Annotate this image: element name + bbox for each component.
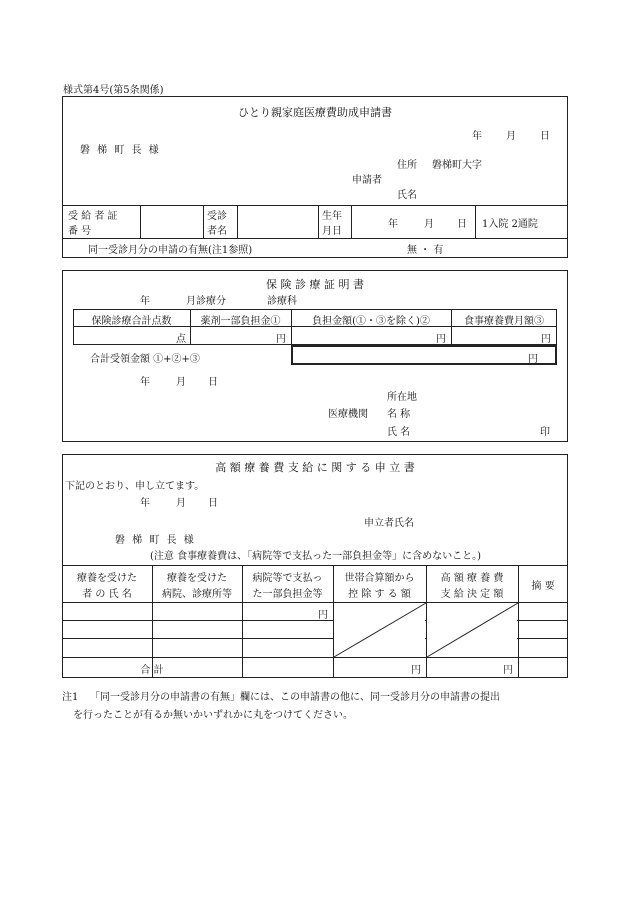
header-patient-name: 療養を受けた xyxy=(77,573,137,584)
high-cost-date-day: 日 xyxy=(208,498,218,509)
yen-unit: 円 xyxy=(436,334,446,345)
application-title: ひとり親家庭医療費助成申請書 xyxy=(238,106,392,119)
birth-date-label: 月日 xyxy=(322,226,342,237)
location-label: 所在地 xyxy=(387,392,417,403)
certificate-date-month: 月 xyxy=(176,377,186,388)
certificate-period-year: 年 xyxy=(140,296,150,307)
header-household-deduction: 世帯合算額から xyxy=(344,573,415,584)
total-yen-unit: 円 xyxy=(411,665,421,676)
certificate-title: 保 険 診 療 証 明 書 xyxy=(266,278,364,291)
institution-name-label: 名 称 xyxy=(387,409,411,420)
institution-label: 医療機関 xyxy=(328,409,368,420)
birth-date-label: 生年 xyxy=(322,211,342,222)
form-number: 様式第4号(第5条関係) xyxy=(63,85,164,96)
footnote-text: 「同一受診月分の申請書の有無」欄には、この申請書の他に、同一受診月分の申請書の提出 xyxy=(90,692,500,703)
header-drug-copay: 薬剤一部負担金① xyxy=(200,316,281,327)
row-yen-unit: 円 xyxy=(318,610,328,621)
seal-mark: 印 xyxy=(540,427,550,438)
yen-unit: 円 xyxy=(276,334,286,345)
header-copay-paid: た一部負担金等 xyxy=(252,589,323,600)
certificate-date-year: 年 xyxy=(140,377,150,388)
same-month-options[interactable]: 無 ・ 有 xyxy=(407,245,444,256)
header-hospital: 病院、診療所等 xyxy=(162,589,232,600)
header-remarks: 摘 要 xyxy=(531,581,555,592)
recipient-id-label: 番 号 xyxy=(68,226,92,237)
diagonal-line xyxy=(334,603,426,657)
applicant-name-label: 氏名 xyxy=(397,190,417,201)
points-unit: 点 xyxy=(176,334,186,345)
declarant-name-label: 申立者氏名 xyxy=(364,518,414,529)
patient-name-label: 受診 xyxy=(207,211,227,222)
birth-date-month[interactable]: 月 xyxy=(424,219,434,230)
high-cost-date-year: 年 xyxy=(140,498,150,509)
application-date-year: 年 xyxy=(472,131,482,142)
total-yen-unit: 円 xyxy=(528,354,538,365)
meal-cost-note: (注意 食事療養費は、「病院等で支払った一部負担金等」に含めないこと。) xyxy=(150,551,481,562)
header-hospital: 療養を受けた xyxy=(167,573,227,584)
header-patient-name: 者 の 氏 名 xyxy=(82,589,132,600)
high-cost-date-month: 月 xyxy=(176,498,186,509)
diagonal-line xyxy=(427,603,518,657)
applicant-label: 申請者 xyxy=(352,175,382,186)
patient-name-label: 者名 xyxy=(207,226,227,237)
footnote-label: 注1 xyxy=(62,692,79,703)
application-addressee: 磐 梯 町 長 様 xyxy=(80,145,161,156)
address-value[interactable]: 磐梯町大字 xyxy=(432,160,482,171)
header-household-deduction: 控 除 す る 額 xyxy=(348,589,411,600)
doctor-name-label: 氏 名 xyxy=(387,427,411,438)
header-meal-cost: 食事療養費月額③ xyxy=(464,316,544,327)
high-cost-addressee: 磐 梯 町 長 様 xyxy=(115,535,196,546)
birth-date-year[interactable]: 年 xyxy=(388,219,398,230)
birth-date-day[interactable]: 日 xyxy=(457,219,467,230)
certificate-dept: 診療科 xyxy=(267,296,297,307)
header-decided-amount: 支 給 決 定 額 xyxy=(440,589,504,600)
total-label: 合 計 xyxy=(140,665,164,676)
header-copay-paid: 病院等で支払っ xyxy=(252,573,323,584)
yen-unit: 円 xyxy=(541,334,551,345)
declaration-text: 下記のとおり、申し立てます。 xyxy=(65,481,205,492)
address-label: 住所 xyxy=(397,160,417,171)
recipient-id-label: 受 給 者 証 xyxy=(68,211,118,222)
total-received-label: 合計受領金額 ①+②+③ xyxy=(90,354,200,365)
application-date-day: 日 xyxy=(540,131,550,142)
application-date-month: 月 xyxy=(506,131,516,142)
care-type-selector[interactable]: 1入院 2通院 xyxy=(482,219,538,230)
same-month-label: 同一受診月分の申請の有無(注1参照) xyxy=(88,245,253,256)
certificate-period-month: 月診療分 xyxy=(186,296,226,307)
header-burden-amount: 負担金額(①・③を除く)② xyxy=(312,316,430,327)
total-yen-unit: 円 xyxy=(503,665,513,676)
header-total-points: 保険診療合計点数 xyxy=(91,316,172,327)
certificate-date-day: 日 xyxy=(208,377,218,388)
footnote-text: を行ったことが有るか無いかいずれかに丸をつけてください。 xyxy=(73,710,353,721)
high-cost-title: 高 額 療 養 費 支 給 に 関 す る 申 立 書 xyxy=(215,461,415,474)
header-decided-amount: 高 額 療 養 費 xyxy=(440,573,504,584)
